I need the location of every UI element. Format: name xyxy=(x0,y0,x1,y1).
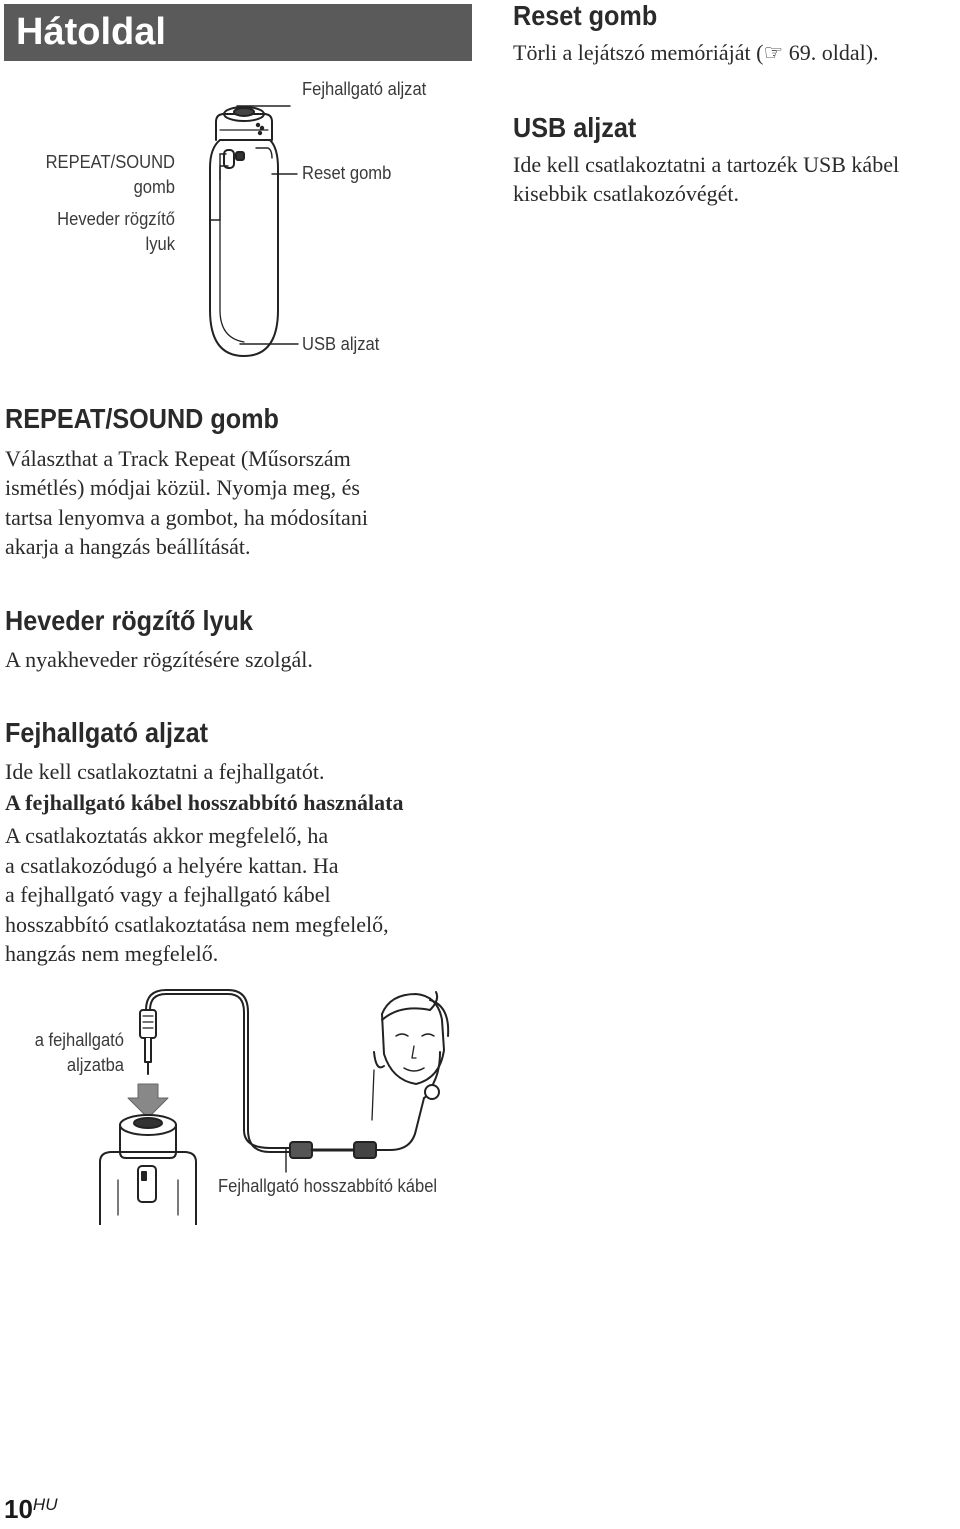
label-repeat-sound-line2: gomb xyxy=(133,177,175,197)
player-back-diagram xyxy=(180,70,480,370)
extension-subheading: A fejhallgató kábel hosszabbító használata xyxy=(5,790,404,815)
repeat-line-3: tartsa lenyomva a gombot, ha módosítani xyxy=(5,505,368,530)
label-extension-cable: Fejhallgató hosszabbító kábel xyxy=(218,1176,438,1196)
label-strap-line2: lyuk xyxy=(145,234,175,254)
usb-line-1: Ide kell csatlakoztatni a tartozék USB kábel xyxy=(513,152,900,177)
extension-line-4: hosszabbító csatlakoztatása nem megfelelő, xyxy=(5,912,389,937)
strap-hole-heading: Heveder rögzítő lyuk xyxy=(5,605,253,636)
extension-line-5: hangzás nem megfelelő. xyxy=(5,941,219,966)
usb-line-2: kisebbik csatlakozóvégét. xyxy=(513,181,740,206)
label-headphone-jack: Fejhallgató aljzat xyxy=(302,79,427,99)
label-repeat-sound xyxy=(9,150,175,200)
page-number-value: 10 xyxy=(4,1494,33,1524)
label-strap-line1: Heveder rögzítő xyxy=(57,209,175,229)
label-repeat-sound-line1: REPEAT/SOUND xyxy=(45,152,176,172)
label-into-jack xyxy=(0,1028,124,1078)
reset-text-before: Törli a lejátszó memóriáját ( xyxy=(513,40,764,65)
repeat-line-1: Választhat a Track Repeat (Műsorszám xyxy=(5,446,351,471)
label-into-jack-line1: a fejhallgató xyxy=(34,1030,125,1050)
page-language-code: HU xyxy=(32,1495,58,1514)
headphone-jack-line: Ide kell csatlakoztatni a fejhallgatót. xyxy=(5,759,325,784)
label-usb: USB aljzat xyxy=(302,334,380,354)
label-into-jack-line2: aljzatba xyxy=(66,1055,124,1075)
repeat-line-2: ismétlés) módjai közül. Nyomja meg, és xyxy=(5,475,360,500)
reset-text-after: 69. oldal). xyxy=(783,40,879,65)
pointing-hand-icon: ☞ xyxy=(763,40,784,65)
page-title: Hátoldal xyxy=(4,4,472,61)
label-strap-hole xyxy=(9,207,175,257)
reset-description xyxy=(513,38,879,68)
strap-hole-line: A nyakheveder rögzítésére szolgál. xyxy=(5,647,313,672)
label-reset: Reset gomb xyxy=(302,163,392,183)
extension-line-3: a fejhallgató vagy a fejhallgató kábel xyxy=(5,882,331,907)
extension-line-1: A csatlakoztatás akkor megfelelő, ha xyxy=(5,823,329,848)
repeat-line-4: akarja a hangzás beállítását. xyxy=(5,534,251,559)
repeat-sound-heading: REPEAT/SOUND gomb xyxy=(5,403,279,434)
page-number xyxy=(4,1494,57,1525)
reset-heading: Reset gomb xyxy=(513,0,658,31)
usb-heading: USB aljzat xyxy=(513,112,637,143)
headphone-jack-heading: Fejhallgató aljzat xyxy=(5,717,209,748)
extension-line-2: a csatlakozódugó a helyére kattan. Ha xyxy=(5,853,339,878)
